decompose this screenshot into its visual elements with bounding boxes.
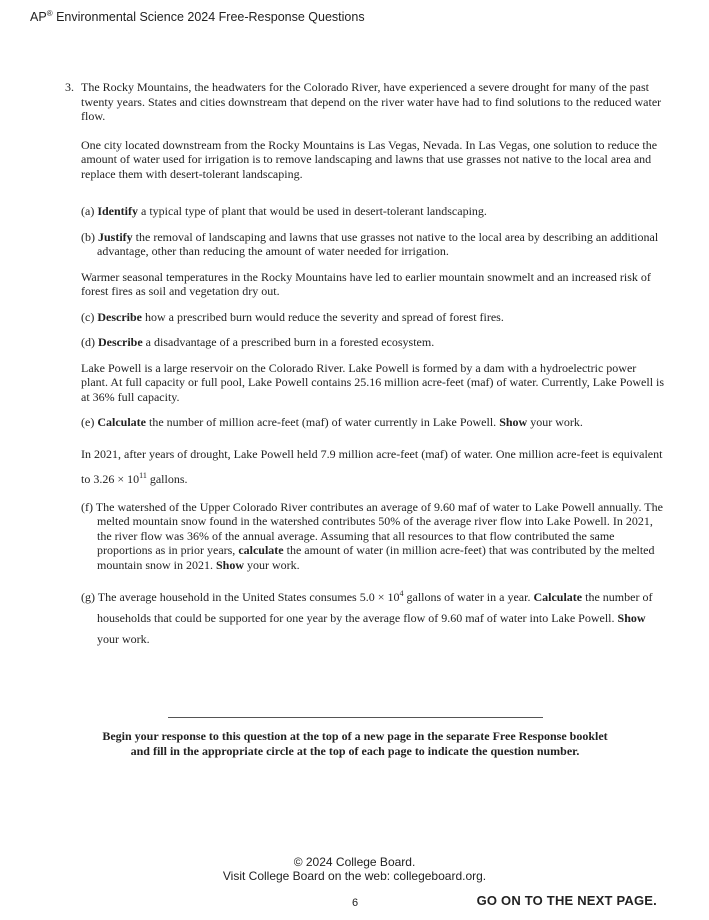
- intro-paragraph-1: The Rocky Mountains, the headwaters for the Colorado River, have experienced a severe drought for many of the past twenty years. States and cities downstream that depend on the river water have had to find solutions to the reduced water flow.: [81, 80, 662, 123]
- question-3: [65, 80, 665, 650]
- instruction-line-2: and fill in the appropriate circle at the top of each page to indicate the question number.: [130, 744, 580, 758]
- copyright: © 2024 College Board.: [293, 855, 416, 869]
- part-b: (b) Justify the removal of landscaping and lawns that use grasses not native to the local area by describing an additional advantage, other than reducing the amount of water needed for irrigation.: [81, 229, 659, 258]
- part-a: (a) Identify a typical type of plant that would be used in desert-tolerant landscaping.: [81, 204, 487, 218]
- footer: [0, 855, 709, 883]
- context-paragraph-3: Lake Powell is a large reservoir on the Colorado River. Lake Powell is formed by a dam with a hydroelectric power plant. At full capacity or full pool, Lake Powell contains 25.16 million acre-feet (maf) of water. Currently, Lake Powell is at 36% full capacity.: [81, 360, 665, 404]
- part-c: (c) Describe how a prescribed burn would reduce the severity and spread of forest fires.: [81, 309, 504, 324]
- page-header: AP® Environmental Science 2024 Free-Response Questions: [30, 9, 365, 25]
- divider-rule: [168, 717, 543, 718]
- context-paragraph-2: Warmer seasonal temperatures in the Rocky Mountains have led to earlier mountain snowmelt and an increased risk of forest fires as soil and vegetation dry out.: [81, 269, 651, 298]
- part-f: (f) The watershed of the Upper Colorado River contributes an average of 9.60 maf of water to Lake Powell annually. The melted mountain snow found in the watershed contributes 50% of the average river flow into Lake Powell. In 2021, the river flow was 36% of the annual average. Assuming that all resources to that flow contributed the same proportions as in prior years, calculate the amount of water (in million acre-feet) that was contributed by the melted mountain snow in 2021. Show your work.: [81, 499, 663, 572]
- visit-line: Visit College Board on the web: collegeboard.org.: [222, 869, 487, 883]
- go-on-notice: GO ON TO THE NEXT PAGE.: [476, 893, 657, 908]
- response-instructions: [60, 729, 650, 759]
- part-d: (d) Describe a disadvantage of a prescribed burn in a forested ecosystem.: [81, 335, 435, 349]
- part-e: (e) Calculate the number of million acre-feet (maf) of water currently in Lake Powell. Show your work.: [81, 415, 583, 429]
- question-number: 3.: [65, 80, 74, 94]
- page-number: 6: [352, 897, 359, 909]
- part-g: (g) The average household in the United States consumes $5.0 \times 10^4$ gallons of water in a year. Calculate the number of households that could be supported for one year by the average flow of 9.60 maf of water into Lake Powell. Show your work.: [81, 589, 653, 646]
- instruction-line-1: Begin your response to this question at the top of a new page in the separate Free Response booklet: [102, 729, 608, 743]
- intro-paragraph-2: One city located downstream from the Rocky Mountains is Las Vegas, Nevada. In Las Vegas, one solution to reduce the amount of water used for irrigation is to remove landscaping and lawns that use grasses not native to the local area and replace them with desert-tolerant landscaping.: [81, 137, 658, 181]
- context-paragraph-4: In 2021, after years of drought, Lake Powell held 7.9 million acre-feet (maf) of water. One million acre-feet is equivalent to $3.26 \times 10^{11}$ gallons.: [81, 446, 663, 486]
